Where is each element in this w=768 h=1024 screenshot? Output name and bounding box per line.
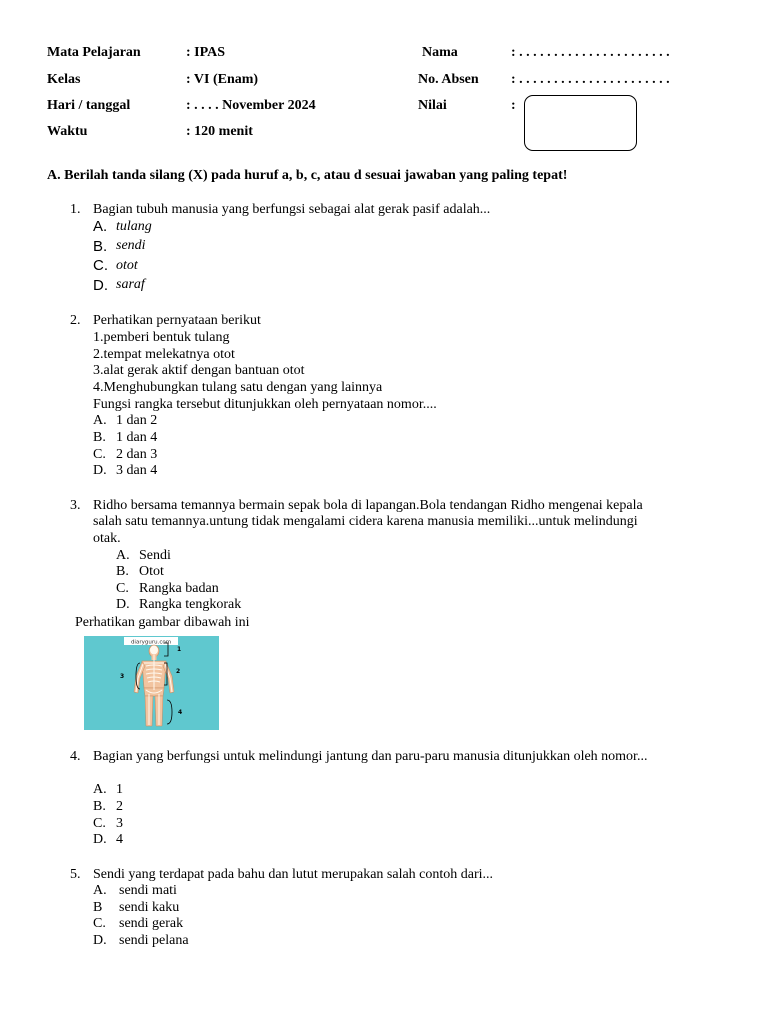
- q3-number: 3.: [70, 498, 81, 513]
- section-a-instruction: A. Berilah tanda silang (X) pada huruf a, b, c, atau d sesuai jawaban yang paling tepat!: [47, 168, 568, 183]
- q3-line-3: otak.: [93, 531, 121, 546]
- q5-opt-b-letter: B: [93, 900, 103, 915]
- q2-opt-c-text: 2 dan 3: [116, 447, 158, 462]
- q2-opt-c-letter: C.: [93, 447, 106, 462]
- q1-opt-c-letter: C.: [93, 257, 108, 274]
- q4-opt-a-letter: A.: [93, 782, 107, 797]
- q5-opt-d-text: sendi pelana: [119, 933, 189, 948]
- q2-text: Perhatikan pernyataan berikut: [93, 313, 261, 328]
- q3-opt-d-text: Rangka tengkorak: [139, 597, 242, 612]
- q3-opt-b-letter: B.: [116, 564, 129, 579]
- q4-opt-c-text: 3: [116, 816, 123, 831]
- absen-value: : . . . . . . . . . . . . . . . . . . . . . .: [511, 72, 670, 87]
- q5-text: Sendi yang terdapat pada bahu dan lutut merupakan salah contoh dari...: [93, 867, 494, 882]
- nama-value: : . . . . . . . . . . . . . . . . . . . . . .: [511, 45, 670, 60]
- q3-line-1: Ridho bersama temannya bermain sepak bola di lapangan.Bola tendangan Ridho mengenai kepala: [93, 498, 643, 513]
- q1-opt-a-text: tulang: [116, 219, 152, 234]
- figure-label-2: 2: [176, 668, 181, 675]
- q1-opt-d-text: saraf: [116, 277, 145, 292]
- skeleton-figure: [84, 636, 219, 730]
- q1-opt-b-letter: B.: [93, 238, 108, 255]
- q3-opt-c-letter: C.: [116, 581, 129, 596]
- q1-opt-b-text: sendi: [116, 238, 146, 253]
- q1-text: Bagian tubuh manusia yang berfungsi sebagai alat gerak pasif adalah...: [93, 202, 491, 217]
- nama-label: Nama: [422, 45, 458, 60]
- q4-opt-c-letter: C.: [93, 816, 106, 831]
- q2-statement-2: 2.tempat melekatnya otot: [93, 347, 235, 362]
- q5-opt-b-text: sendi kaku: [119, 900, 180, 915]
- q2-statement-4: 4.Menghubungkan tulang satu dengan yang lainnya: [93, 380, 383, 395]
- nilai-label: Nilai: [418, 98, 447, 113]
- q3-opt-b-text: Otot: [139, 564, 164, 579]
- q3-opt-c-text: Rangka badan: [139, 581, 219, 596]
- q1-opt-c-text: otot: [116, 258, 138, 273]
- hari-value: : . . . . November 2024: [186, 98, 316, 113]
- q2-opt-d-letter: D.: [93, 463, 107, 478]
- waktu-value: : 120 menit: [186, 124, 253, 139]
- q5-opt-a-text: sendi mati: [119, 883, 177, 898]
- absen-label: No. Absen: [418, 72, 479, 87]
- q3-opt-a-text: Sendi: [139, 548, 171, 563]
- q4-opt-b-text: 2: [116, 799, 123, 814]
- q4-opt-b-letter: B.: [93, 799, 106, 814]
- skeleton-illustration: [84, 636, 219, 730]
- q4-number: 4.: [70, 749, 81, 764]
- nilai-box: [524, 95, 637, 151]
- q5-opt-c-letter: C.: [93, 916, 106, 931]
- kelas-value: : VI (Enam): [186, 72, 259, 87]
- q3-opt-a-letter: A.: [116, 548, 130, 563]
- q4-opt-d-letter: D.: [93, 832, 107, 847]
- q5-opt-c-text: sendi gerak: [119, 916, 184, 931]
- q2-opt-d-text: 3 dan 4: [116, 463, 158, 478]
- q2-opt-a-letter: A.: [93, 413, 107, 428]
- q1-number: 1.: [70, 202, 81, 217]
- mapel-label: Mata Pelajaran: [47, 45, 141, 60]
- q2-number: 2.: [70, 313, 81, 328]
- q4-text: Bagian yang berfungsi untuk melindungi jantung dan paru-paru manusia ditunjukkan oleh nomor...: [93, 749, 648, 764]
- q1-opt-a-letter: A.: [93, 218, 108, 235]
- q3-line-2: salah satu temannya.untung tidak mengalami cidera karena manusia memiliki...untuk melindungi: [93, 514, 638, 529]
- q5-opt-a-letter: A.: [93, 883, 107, 898]
- figure-caption: Perhatikan gambar dibawah ini: [75, 615, 250, 630]
- kelas-label: Kelas: [47, 72, 81, 87]
- q5-number: 5.: [70, 867, 81, 882]
- q2-opt-b-letter: B.: [93, 430, 106, 445]
- waktu-label: Waktu: [47, 124, 88, 139]
- q2-opt-b-text: 1 dan 4: [116, 430, 158, 445]
- q4-opt-a-text: 1: [116, 782, 123, 797]
- q4-opt-d-text: 4: [116, 832, 123, 847]
- figure-label-4: 4: [178, 709, 183, 716]
- watermark-text: diaryguru.com: [130, 639, 172, 646]
- q2-prompt: Fungsi rangka tersebut ditunjukkan oleh pernyataan nomor....: [93, 397, 437, 412]
- q2-statement-1: 1.pemberi bentuk tulang: [93, 330, 230, 345]
- figure-label-1: 1: [177, 646, 182, 653]
- mapel-value: : IPAS: [186, 45, 226, 60]
- q1-opt-d-letter: D.: [93, 277, 108, 294]
- q2-opt-a-text: 1 dan 2: [116, 413, 158, 428]
- q3-opt-d-letter: D.: [116, 597, 130, 612]
- figure-label-3: 3: [120, 673, 125, 680]
- nilai-colon: :: [511, 98, 516, 113]
- q2-statement-3: 3.alat gerak aktif dengan bantuan otot: [93, 363, 305, 378]
- q5-opt-d-letter: D.: [93, 933, 107, 948]
- hari-label: Hari / tanggal: [47, 98, 131, 113]
